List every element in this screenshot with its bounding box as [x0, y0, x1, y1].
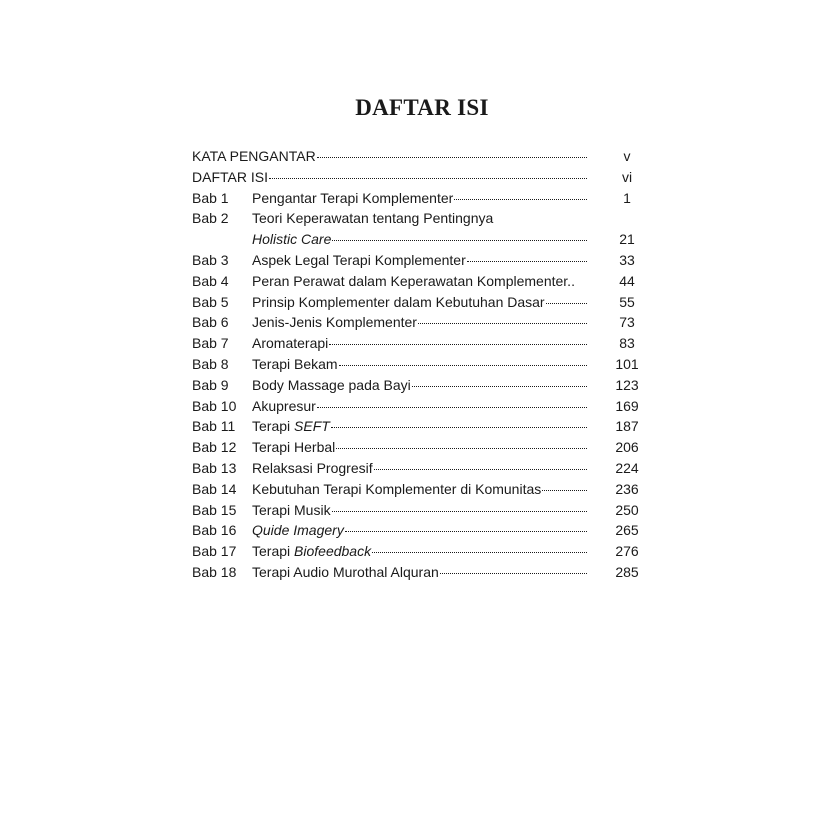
- toc-chapter-number: Bab 2: [192, 210, 229, 227]
- dot-leader: [454, 199, 587, 200]
- toc-chapter-number: Bab 9: [192, 376, 229, 393]
- toc-entry: [192, 479, 642, 500]
- toc-entry-title: [252, 312, 417, 333]
- toc-entry-title-text: Body Massage pada Bayi: [252, 376, 411, 393]
- dot-leader: [412, 386, 587, 387]
- toc-page-number: 206: [615, 439, 639, 456]
- toc-entry-title: [252, 562, 439, 583]
- toc-chapter-number: Bab 3: [192, 251, 229, 268]
- dot-leader: [546, 303, 587, 304]
- dot-leader: [374, 469, 587, 470]
- toc-chapter-number: Bab 14: [192, 480, 237, 497]
- toc-entry-title-text: Terapi Herbal: [252, 439, 336, 456]
- toc-chapter-number: Bab 11: [192, 418, 236, 435]
- toc-entry-title-italic: Biofeedback: [294, 543, 372, 560]
- dot-leader: [339, 365, 587, 366]
- toc-entry-title-text: Terapi Bekam: [252, 355, 338, 372]
- toc-entry-title-text: Akupresur: [252, 397, 316, 414]
- toc-page-number: 1: [623, 189, 631, 206]
- toc-entry-title-text: Peran Perawat dalam Keperawatan Komplementer..: [252, 272, 575, 289]
- toc-page-number: 33: [619, 251, 635, 268]
- toc-entry-title: [252, 354, 338, 375]
- dot-leader: [418, 323, 587, 324]
- toc-chapter-number: Bab 6: [192, 314, 229, 331]
- dot-leader: [336, 448, 587, 449]
- toc-entry-title: [252, 271, 575, 292]
- toc-entry-title: [252, 437, 335, 458]
- toc-page-number: 21: [619, 231, 635, 248]
- toc-page-number: 123: [615, 376, 639, 393]
- toc-page-number: vi: [621, 168, 633, 185]
- page-title: DAFTAR ISI: [355, 95, 489, 120]
- toc-page-number: 236: [615, 480, 639, 497]
- toc-entry: [192, 354, 642, 375]
- toc-page-number: 55: [619, 293, 635, 310]
- toc-chapter-number: Bab 15: [192, 501, 237, 518]
- toc-entry-title-text: Terapi: [252, 418, 295, 435]
- toc-entry: [192, 416, 642, 437]
- toc-page-number: v: [623, 148, 631, 164]
- toc-entry-title-text: Aspek Legal Terapi Komplementer: [252, 251, 466, 268]
- toc-entry-title-text: DAFTAR ISI: [192, 168, 268, 185]
- dot-leader: [317, 407, 587, 408]
- dot-leader: [331, 427, 587, 428]
- toc-entry-title-text: Jenis-Jenis Komplementer: [252, 314, 417, 331]
- toc-chapter-number: Bab 17: [192, 543, 237, 560]
- toc-chapter-number: Bab 4: [192, 272, 229, 289]
- toc-page-number: 250: [615, 501, 639, 518]
- toc-chapter-number: Bab 16: [192, 522, 237, 539]
- toc-entry: [192, 208, 642, 229]
- dot-leader: [329, 344, 587, 345]
- toc-entry-title-text: Terapi Musik: [252, 501, 331, 518]
- toc-entry-title: [252, 333, 328, 354]
- dot-leader: [269, 178, 587, 179]
- toc-entry-title-text: Aromaterapi: [252, 335, 329, 352]
- toc-entry-title: [252, 458, 373, 479]
- toc-page-number: 73: [619, 314, 635, 331]
- dot-leader: [467, 261, 587, 262]
- toc-entry: [192, 167, 642, 188]
- toc-chapter-number: Bab 1: [192, 189, 229, 206]
- toc-entry-title: [252, 188, 453, 209]
- table-of-contents: [192, 146, 642, 583]
- toc-entry-title-text: Teori Keperawatan tentang Pentingnya: [252, 210, 494, 227]
- toc-entry-title-italic: SEFT: [294, 418, 330, 435]
- toc-entry: [192, 188, 642, 209]
- toc-chapter-number: Bab 13: [192, 459, 237, 476]
- toc-entry: [192, 541, 642, 562]
- toc-entry-title-text: Kebutuhan Terapi Komplementer di Komunitas: [252, 480, 542, 497]
- toc-chapter-number: Bab 8: [192, 355, 229, 372]
- toc-chapter-number: Bab 18: [192, 563, 237, 580]
- dot-leader: [440, 573, 587, 574]
- dot-leader: [345, 531, 587, 532]
- toc-entry-title: [252, 375, 411, 396]
- toc-entry-title: [252, 229, 331, 250]
- toc-entry: [192, 520, 642, 541]
- toc-entry-title-text: Terapi Audio Murothal Alquran: [252, 563, 439, 580]
- toc-entry-title: [192, 167, 268, 188]
- toc-entry-title: [252, 208, 493, 229]
- toc-entry: [192, 500, 642, 521]
- toc-chapter-number: Bab 12: [192, 439, 237, 456]
- toc-entry: [192, 146, 642, 167]
- toc-entry: [192, 437, 642, 458]
- toc-entry-title-italic: Holistic Care: [252, 231, 332, 248]
- toc-page-number: 101: [615, 355, 639, 372]
- toc-entry-title-text: Terapi: [252, 543, 295, 560]
- toc-entry: [192, 229, 642, 250]
- dot-leader: [317, 157, 587, 158]
- toc-entry-title-text: Pengantar Terapi Komplementer: [252, 189, 454, 206]
- toc-page-number: 169: [615, 397, 639, 414]
- toc-chapter-number: Bab 5: [192, 293, 229, 310]
- toc-page-number: 224: [615, 459, 639, 476]
- toc-entry-title-text: Relaksasi Progresif: [252, 459, 373, 476]
- toc-entry-title: [252, 250, 466, 271]
- dot-leader: [372, 552, 587, 553]
- toc-entry: [192, 396, 642, 417]
- toc-entry: [192, 250, 642, 271]
- toc-entry-title-text: Prinsip Komplementer dalam Kebutuhan Dasar: [252, 293, 545, 310]
- toc-entry: [192, 271, 642, 292]
- toc-entry: [192, 292, 642, 313]
- toc-page-number: 285: [615, 563, 639, 580]
- toc-entry-title-italic: Quide Imagery: [252, 522, 344, 539]
- toc-entry: [192, 562, 642, 583]
- toc-page-number: 265: [615, 522, 639, 539]
- toc-chapter-number: Bab 7: [192, 335, 229, 352]
- dot-leader: [542, 490, 587, 491]
- toc-page-number: 83: [619, 335, 635, 352]
- toc-entry-title: [252, 479, 541, 500]
- toc-entry-title: [252, 500, 331, 521]
- dot-leader: [332, 511, 587, 512]
- toc-entry-title: [252, 292, 545, 313]
- toc-page-number: 187: [615, 418, 639, 435]
- toc-entry-title: [252, 520, 344, 541]
- toc-page-number: 44: [619, 272, 635, 289]
- dot-leader: [332, 240, 587, 241]
- toc-entry: [192, 333, 642, 354]
- toc-entry-title: [252, 416, 330, 437]
- toc-entry: [192, 375, 642, 396]
- toc-entry-title: [252, 396, 316, 417]
- toc-entry-title-text: KATA PENGANTAR: [192, 148, 316, 164]
- toc-entry-title: [252, 541, 371, 562]
- toc-entry: [192, 458, 642, 479]
- toc-chapter-number: Bab 10: [192, 397, 237, 414]
- toc-entry-title: [192, 146, 316, 167]
- toc-page-number: 276: [615, 543, 639, 560]
- toc-entry: [192, 312, 642, 333]
